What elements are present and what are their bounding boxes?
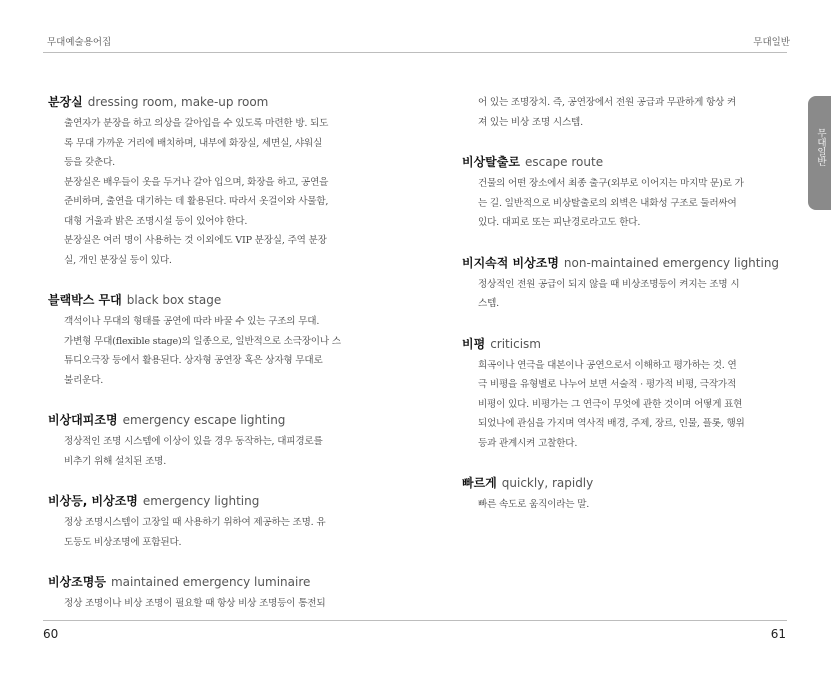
header-rule <box>43 52 787 53</box>
term-korean: 비지속적 비상조명 <box>462 255 559 270</box>
glossary-entry <box>48 492 374 552</box>
entry-definition <box>48 594 374 614</box>
entry-definition <box>462 356 788 454</box>
definition-line: 가변형 무대(flexible stage)의 일종으로, 일반적으로 소극장이나 스 <box>64 335 341 347</box>
entry-term <box>48 291 374 309</box>
footer-rule <box>43 620 787 621</box>
definition-line: 준비하며, 출연을 대기하는 데 활용된다. 따라서 옷걸이와 사물함, <box>64 196 329 207</box>
term-korean: 빠르게 <box>462 476 497 490</box>
entry-definition <box>48 432 374 471</box>
running-header-left: 무대예술용어집 <box>47 37 112 48</box>
term-korean: 블랙박스 무대 <box>48 293 122 307</box>
glossary-entry <box>48 93 374 270</box>
glossary-entry <box>462 474 788 515</box>
page-number-right: 61 <box>770 627 786 641</box>
entry-definition <box>462 174 788 233</box>
definition-line: 희곡이나 연극을 대본이나 공연으로서 이해하고 평가하는 것. 연 <box>478 359 737 371</box>
entry-definition <box>48 114 374 270</box>
definition-line: 실, 개인 분장실 등이 있다. <box>64 254 172 266</box>
entry-term <box>462 153 788 171</box>
definition-line: 되었나에 관심을 가지며 역사적 배경, 주제, 장르, 인물, 플롯, 행위 <box>478 418 745 429</box>
entry-term <box>48 411 374 429</box>
glossary-entry <box>462 335 788 454</box>
term-english: quickly, rapidly <box>501 476 594 490</box>
definition-line: 분장실은 여러 명이 사용하는 것 이외에도 VIP 분장실, 주역 분장 <box>64 235 327 246</box>
glossary-entry <box>48 573 374 614</box>
definition-line: 어 있는 조명장치. 즉, 공연장에서 전원 공급과 무관하게 항상 켜 <box>478 97 737 108</box>
right-column <box>462 93 788 536</box>
entry-term <box>462 474 788 492</box>
glossary-entry <box>462 254 788 314</box>
definition-line: 분장실은 배우들이 옷을 두거나 갈아 입으며, 화장을 하고, 공연을 <box>64 176 329 188</box>
term-korean: 비상대피조명 <box>48 413 118 427</box>
glossary-entry <box>48 411 374 471</box>
entry-term <box>48 573 374 591</box>
definition-line: 객석이나 무대의 형태를 공연에 따라 바꿀 수 있는 구조의 무대. <box>64 316 320 327</box>
term-english: non-maintained emergency lighting <box>563 255 780 270</box>
glossary-entry <box>462 153 788 233</box>
definition-line: 건물의 어떤 장소에서 최종 출구(외부로 이어지는 마지막 문)로 가 <box>478 178 744 189</box>
term-english: escape route <box>524 155 604 169</box>
definition-line: 대형 거울과 밝은 조명시설 등이 있어야 한다. <box>64 215 248 227</box>
definition-line: 비추기 위해 설치된 조명. <box>64 455 167 467</box>
entry-term <box>462 254 788 272</box>
entry-definition <box>462 93 788 132</box>
section-tab: 무대일반 <box>808 96 831 210</box>
entry-definition <box>48 513 374 552</box>
term-korean: 비평 <box>462 336 486 351</box>
definition-line: 출연자가 분장을 하고 의상을 갈아입을 수 있도록 마련한 방. 되도 <box>64 118 329 129</box>
term-korean: 비상등, 비상조명 <box>48 494 138 508</box>
term-english: emergency lighting <box>142 494 260 508</box>
continued-entry <box>462 93 788 132</box>
definition-line: 정상적인 조명 시스템에 이상이 있을 경우 동작하는, 대피경로를 <box>64 436 323 447</box>
definition-line: 등과 관계시켜 고찰한다. <box>478 437 578 449</box>
entry-definition <box>48 312 374 390</box>
definition-line: 비평이 있다. 비평가는 그 연극이 무엇에 관한 것이며 어떻게 표현 <box>478 398 743 410</box>
left-column <box>48 93 374 635</box>
definition-line: 있다. 대피로 또는 피난경로라고도 한다. <box>478 217 641 228</box>
definition-line: 정상 조명이나 비상 조명이 필요할 때 항상 비상 조명등이 통전되 <box>64 598 326 609</box>
term-english: maintained emergency luminaire <box>110 575 311 589</box>
definition-line: 져 있는 비상 조명 시스템. <box>478 116 583 128</box>
term-english: emergency escape lighting <box>122 413 286 427</box>
definition-line: 록 무대 가까운 거리에 배치하며, 내부에 화장실, 세면실, 샤워실 <box>64 137 323 149</box>
entry-term <box>462 335 788 353</box>
entry-definition <box>462 495 788 515</box>
definition-line: 빠른 속도로 움직이라는 말. <box>478 499 590 510</box>
term-korean: 분장실 <box>48 95 83 109</box>
definition-line: 튜디오극장 등에서 활용된다. 상자형 공연장 혹은 상자형 무대로 <box>64 355 323 366</box>
entry-term <box>48 492 374 510</box>
running-header-right: 무대일반 <box>753 37 790 48</box>
entry-term <box>48 93 374 111</box>
term-english: dressing room, make-up room <box>87 95 269 109</box>
definition-line: 스템. <box>478 298 499 309</box>
term-korean: 비상조명등 <box>48 575 106 589</box>
definition-line: 극 비평을 유형별로 나누어 보면 서술적 · 평가적 비평, 극작가적 <box>478 379 737 390</box>
definition-line: 는 길. 일반적으로 비상탈출로의 외벽은 내화성 구조로 둘러싸여 <box>478 197 737 209</box>
definition-line: 정상적인 전원 공급이 되지 않을 때 비상조명등이 켜지는 조명 시 <box>478 278 740 290</box>
page-number-left: 60 <box>43 627 59 641</box>
definition-line: 등을 갖춘다. <box>64 157 116 168</box>
term-english: black box stage <box>126 293 222 307</box>
entry-definition <box>462 275 788 314</box>
term-korean: 비상탈출로 <box>462 155 520 169</box>
term-english: criticism <box>490 336 541 351</box>
definition-line: 정상 조명시스템이 고장일 때 사용하기 위하여 제공하는 조명. 유 <box>64 517 326 528</box>
definition-line: 도등도 비상조명에 포함된다. <box>64 536 182 548</box>
glossary-entry <box>48 291 374 390</box>
definition-line: 불리운다. <box>64 374 104 386</box>
